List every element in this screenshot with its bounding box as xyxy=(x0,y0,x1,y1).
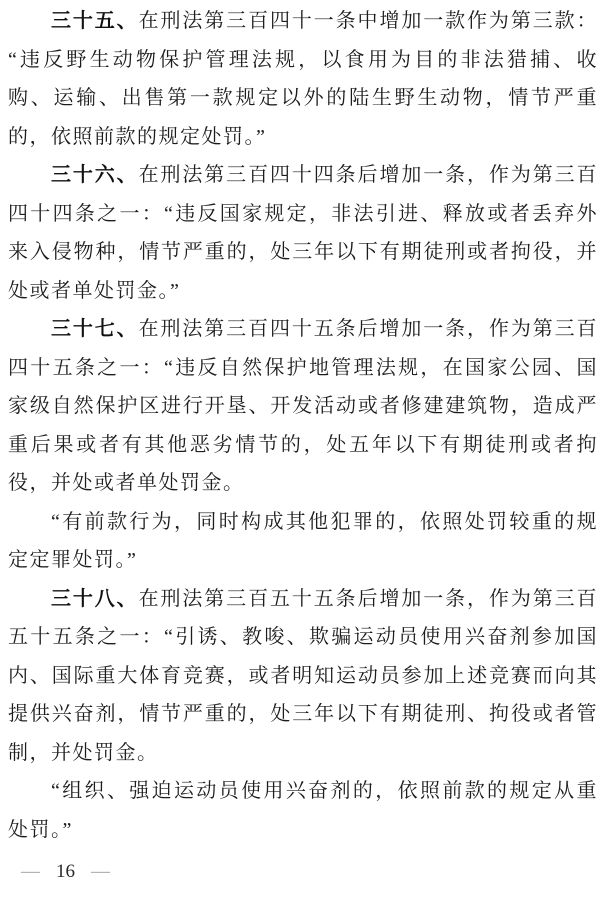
section-number: 三十八、 xyxy=(51,587,139,610)
paragraph: “有前款行为，同时构成其他犯罪的，依照处罚较重的规定定罪处罚。” xyxy=(8,510,598,571)
paragraph: 三十六、在刑法第三百四十四条后增加一条，作为第三百四十四条之一：“违反国家规定，非法引进、释放或者丢弃外来入侵物种，情节严重的，处三年以下有期徒刑或者拘役，并处或者单处罚金。” xyxy=(8,164,599,302)
paragraph: 三十七、在刑法第三百四十五条后增加一条，作为第三百四十五条之一：“违反自然保护地管理法规，在国家公园、国家级自然保护区进行开垦、开发活动或者修建建筑物，造成严重后果或者有其他恶劣情节的，处五年以下有期徒刑或者拘役，并处或者单处罚金。 xyxy=(8,318,599,494)
paragraph: 三十五、在刑法第三百四十一条中增加一款作为第三款：“违反野生动物保护管理法规，以食用为目的非法猎捕、收购、运输、出售第一款规定以外的陆生野生动物，情节严重的，依照前款的规定处罚。” xyxy=(8,10,599,148)
page-footer xyxy=(21,862,607,882)
section-number: 三十五、 xyxy=(51,10,139,32)
section-number: 三十七、 xyxy=(51,318,139,340)
paragraph: “组织、强迫运动员使用兴奋剂的，依照前款的规定从重处罚。” xyxy=(8,780,598,841)
page-number: 16 xyxy=(56,861,75,882)
section-number: 三十六、 xyxy=(51,164,139,186)
footer-right-dash: — xyxy=(91,863,110,880)
paragraph: 三十八、在刑法第三百五十五条后增加一条，作为第三百五十五条之一：“引诱、教唆、欺骗运动员使用兴奋剂参加国内、国际重大体育竞赛，或者明知运动员参加上述竞赛而向其提供兴奋剂，情节严重的，处三年以下有期徒刑、拘役或者管制，并处罚金。 xyxy=(8,587,599,764)
footer-left-dash: — xyxy=(21,863,40,880)
